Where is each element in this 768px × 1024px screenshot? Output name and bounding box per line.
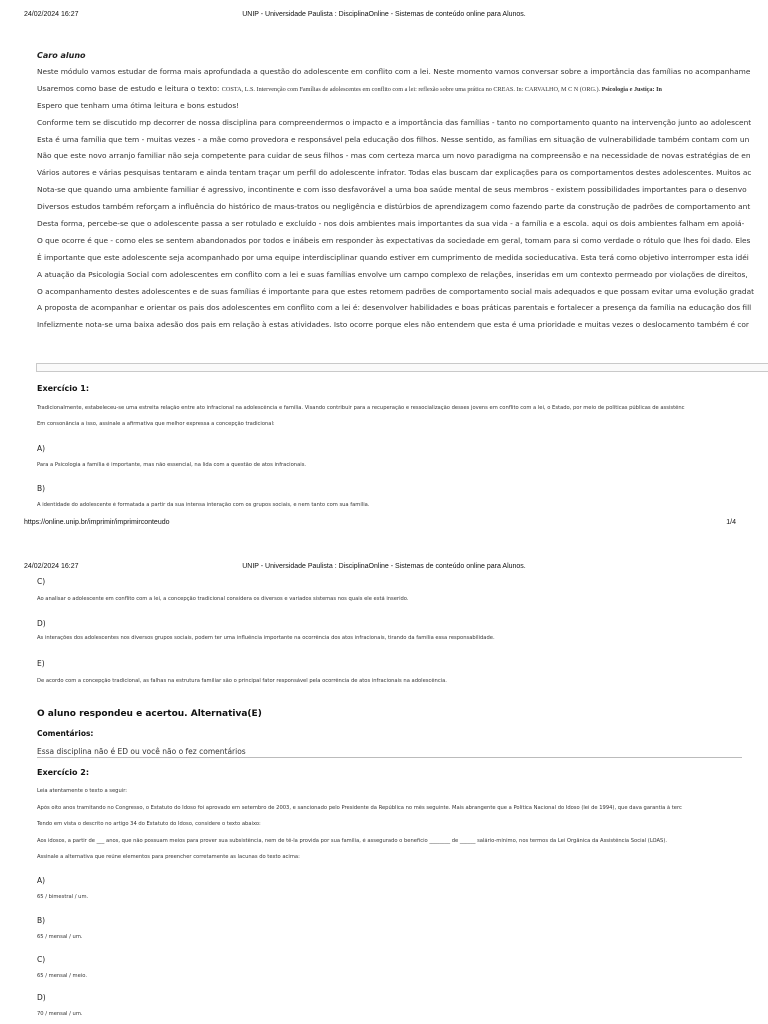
exercise-2-option-d-text: 70 / mensal / um. — [37, 1011, 83, 1017]
exercise-2-option-b-label: B) — [37, 916, 46, 925]
intro-line: O acompanhamento destes adolescentes e de suas famílias é importante para que estes retomem padrões de comportamento social mais adequados e que possam evitar uma evolução gradat — [37, 286, 755, 296]
intro-line: Vários autores e várias pesquisas tentaram e ainda tentam traçar um perfil do adolescente infrator. Todas elas buscam dar explicações para os comportamentos destes adolescentes. Muitos ac — [37, 168, 752, 178]
intro-line-reference — [37, 81, 768, 98]
print-title: UNIP - Universidade Paulista : DisciplinaOnline - Sistemas de conteúdo online para Alunos. — [242, 11, 526, 18]
exercise-1-option-d-label: D) — [37, 619, 46, 628]
exercise-1-title: Exercício 1: — [37, 384, 90, 393]
reference-citation: COSTA, L.S. Intervenção com Famílias de adolescentes em conflito com a lei: reflexão sobre uma prática no CREAS. In: CARVALHO, M C N (ORG.). — [221, 85, 602, 93]
reference-text — [222, 86, 662, 93]
section-divider-box — [36, 363, 768, 372]
intro-line: Espero que tenham uma ótima leitura e bons estudos! — [37, 100, 240, 110]
intro-line: A atuação da Psicologia Social com adolescentes em conflito com a lei e suas famílias envolve um campo complexo de relações, inseridas em um contexto permeado por violações de direitos, — [37, 269, 748, 279]
exercise-2-instruction: Assinale a alternativa que reúne elementos para preencher corretamente as lacunas do texto acima: — [37, 854, 300, 860]
exercise-2-option-b-text: 65 / mensal / um. — [37, 934, 83, 940]
exercise-2-option-a-text: 65 / bimestral / um. — [37, 894, 89, 900]
exercise-1-option-b-text: A identidade do adolescente é formatada a partir da sua intensa interação com os grupos sociais, e nem tanto com sua família. — [37, 502, 370, 508]
print-title: UNIP - Universidade Paulista : DisciplinaOnline - Sistemas de conteúdo online para Alunos. — [242, 563, 526, 570]
print-date: 24/02/2024 16:27 — [24, 563, 79, 570]
exercise-2-gap-text: Aos idosos, a partir de ___ anos, que não possuam meios para prover sua subsistência, nem de tê-la provida por sua família, é assegurado o benefício ________ de ______ salário-mínimo, nos termos da Lei Orgânica da Assistência Social (LOAS). — [37, 838, 668, 844]
intro-lead: Caro aluno — [37, 51, 86, 60]
exercise-1-result: O aluno respondeu e acertou. Alternativa(E) — [37, 709, 262, 719]
intro-line: Desta forma, percebe-se que o adolescente passa a ser rotulado e excluído - nos dois ambientes mais importantes da sua vida - a família e a escola. aqui os dois ambientes falham em apoiá- — [37, 219, 745, 229]
intro-line: O que ocorre é que - como eles se sentem abandonados por todos e inábeis em responder às expectativas da sociedade em geral, tomam para si como verdade o rótulo que lhes foi dado. Eles — [37, 235, 751, 245]
intro-line-lead: Usaremos como base de estudo e leitura o texto: — [37, 83, 222, 93]
intro-line: Nota-se que quando uma ambiente familiar é agressivo, incontinente e com isso desfavorável a uma boa saúde mental de seus membros - existem possibilidades importantes para o desenvo — [37, 185, 747, 195]
print-page-2 — [0, 552, 768, 1024]
exercise-1-statement: Tradicionalmente, estabeleceu-se uma estreita relação entre ato infracional na adolescência e família. Visando contribuir para a recuperação e ressocialização desses jovens em conflito com a lei, o Estado, por meio de políticas públicas de assistênc — [37, 405, 685, 411]
exercise-1-option-e-text: De acordo com a concepção tradicional, as falhas na estrutura familiar são o principal fator responsável pela ocorrência de atos infracionais na adolescência. — [37, 678, 447, 684]
intro-line: A proposta de acompanhar e orientar os pais dos adolescentes em conflito com a lei é: desenvolver habilidades e boas práticas parentais e fortalecer a presença da família na educação dos fill — [37, 303, 752, 313]
intro-line: Neste módulo vamos estudar de forma mais aprofundada a questão do adolescente em conflito com a lei. Neste momento vamos conversar sobre a importância das famílias no acompanhame — [37, 67, 751, 76]
page-header — [24, 11, 744, 23]
page-number: 1/4 — [726, 519, 736, 526]
exercise-1-option-a-text: Para a Psicologia a família é importante, mas não essencial, na lida com a questão de atos infracionais. — [37, 462, 307, 468]
intro-line: Conforme tem se discutido mp decorrer de nossa disciplina para compreendermos o impacto e a importância das famílias - tanto no comportamento quanto na intervenção junto ao adolescent — [37, 117, 752, 127]
intro-line: Esta é uma família que tem - muitas vezes - a mãe como provedora e responsável pela educação dos filhos. Nesse sentido, as famílias em situação de vulnerabilidade também contam com un — [37, 134, 750, 144]
exercise-1-comments-text: Essa disciplina não é ED ou você não o fez comentários — [37, 747, 742, 758]
page-header — [24, 563, 744, 575]
intro-line: Não que este novo arranjo familiar não seja competente para cuidar de seus filhos - mas com certeza marca um novo paradigma na compreensão e na necessidade de novas estratégias de en — [37, 151, 751, 161]
page-footer — [24, 519, 744, 531]
exercise-2-context: Tendo em vista o descrito no artigo 34 do Estatuto do Idoso, considere o texto abaixo: — [37, 821, 261, 827]
exercise-2-option-c-label: C) — [37, 955, 46, 964]
exercise-1-option-e-label: E) — [37, 659, 45, 668]
intro-line: É importante que este adolescente seja acompanhado por uma equipe interdisciplinar quando estiver em cumprimento de medida socieducativa. Esta terá como objetivo interromper esta idéi — [37, 252, 749, 262]
exercise-1-option-b-label: B) — [37, 484, 46, 493]
exercise-2-option-c-text: 65 / mensal / meio. — [37, 973, 87, 979]
exercise-2-statement: Após oito anos tramitando no Congresso, o Estatuto do Idoso foi aprovado em setembro de 2003, e sancionado pelo Presidente da República no mês seguinte. Mais abrangente que a Política Nacional do Idoso (lei de 1994), que dava garantia à terc — [37, 805, 682, 811]
exercise-2-option-d-label: D) — [37, 993, 46, 1002]
exercise-1-comments-label: Comentários: — [37, 729, 94, 738]
print-url: https://online.unip.br/imprimir/imprimirconteudo — [24, 519, 170, 526]
exercise-2-option-a-label: A) — [37, 876, 46, 885]
exercise-1-instruction: Em consonância a isso, assinale a afirmativa que melhor expressa a concepção tradicional: — [37, 421, 275, 427]
exercise-1-option-d-text: As interações dos adolescentes nos diversos grupos sociais, podem ter uma influência importante na ocorrência dos atos infracionais, tirando da família essa responsabilidade. — [37, 635, 495, 641]
exercise-1-option-c-label: C) — [37, 577, 46, 586]
exercise-2-title: Exercício 2: — [37, 768, 90, 777]
print-date: 24/02/2024 16:27 — [24, 11, 79, 18]
intro-section — [37, 48, 768, 334]
reference-book-title: Psicologia e Justiça: In — [601, 85, 662, 93]
exercise-1-comments-field — [37, 747, 768, 758]
page-break — [0, 532, 768, 552]
exercise-1-option-a-label: A) — [37, 444, 46, 453]
exercise-1-option-c-text: Ao analisar o adolescente em conflito com a lei, a concepção tradicional considera os diversos e variados sistemas nos quais ele está inserido. — [37, 596, 409, 602]
intro-line: Infelizmente nota-se uma baixa adesão dos pais em relação à estas atividades. Isto ocorre porque eles não entendem que esta é uma prioridade e muitas vezes o deslocamento também é cor — [37, 320, 749, 330]
exercise-2-intro: Leia atentamente o texto a seguir: — [37, 788, 127, 794]
intro-line: Diversos estudos também reforçam a influência do histórico de maus-tratos ou negligência e distúrbios de aprendizagem como fazendo parte da construção de padrões de comportamento ant — [37, 202, 751, 212]
